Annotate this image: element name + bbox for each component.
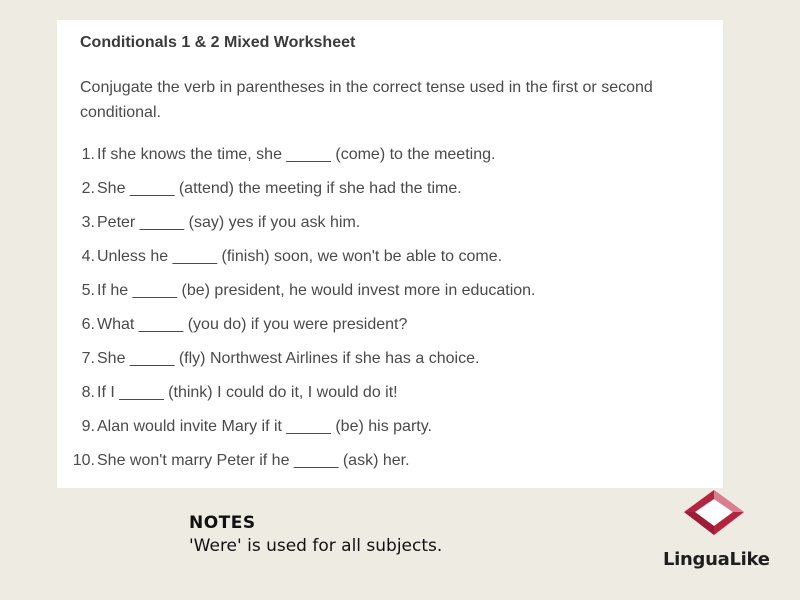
question-text: If he _____ (be) president, he would invest more in education. [97,282,536,299]
question-number: 1. [81,146,95,163]
notes-text: 'Were' is used for all subjects. [189,536,443,556]
question-text: She _____ (attend) the meeting if she had the time. [97,180,462,197]
question-number: 9. [81,418,95,435]
question-number: 4. [81,248,95,265]
question-number: 2. [81,180,95,197]
question-number: 6. [81,316,95,333]
brand-logo [660,488,770,578]
question-item [57,212,536,246]
notes-section [189,512,442,559]
question-number: 3. [81,214,95,231]
question-number: 8. [81,384,95,401]
question-list [57,144,536,484]
question-number: 5. [81,282,95,299]
worksheet-panel [57,20,723,488]
question-text: Peter _____ (say) yes if you ask him. [97,214,361,231]
question-item [57,382,536,416]
worksheet-title: Conditionals 1 & 2 Mixed Worksheet [80,34,356,51]
question-item [57,144,536,178]
question-item [57,348,536,382]
question-item [57,280,536,314]
question-item [57,450,536,484]
question-item [57,246,536,280]
question-text: Alan would invite Mary if it _____ (be) his party. [97,418,432,435]
question-text: Unless he _____ (finish) soon, we won't be able to come. [97,248,503,265]
question-number: 7. [81,350,95,367]
logo-wordmark: LinguaLike [663,549,770,570]
notes-heading: NOTES [189,513,256,533]
question-text: If she knows the time, she _____ (come) to the meeting. [97,146,496,163]
question-item [57,314,536,348]
question-item [57,416,536,450]
diamond-logo-icon [682,488,746,538]
question-text: If I _____ (think) I could do it, I would do it! [97,384,398,401]
question-text: She won't marry Peter if he _____ (ask) her. [97,452,410,469]
question-item [57,178,536,212]
question-text: What _____ (you do) if you were president? [97,316,408,333]
worksheet-instructions: Conjugate the verb in parentheses in the correct tense used in the first or second conditional. [80,79,653,121]
question-text: She _____ (fly) Northwest Airlines if she has a choice. [97,350,480,367]
question-number: 10. [72,452,95,469]
